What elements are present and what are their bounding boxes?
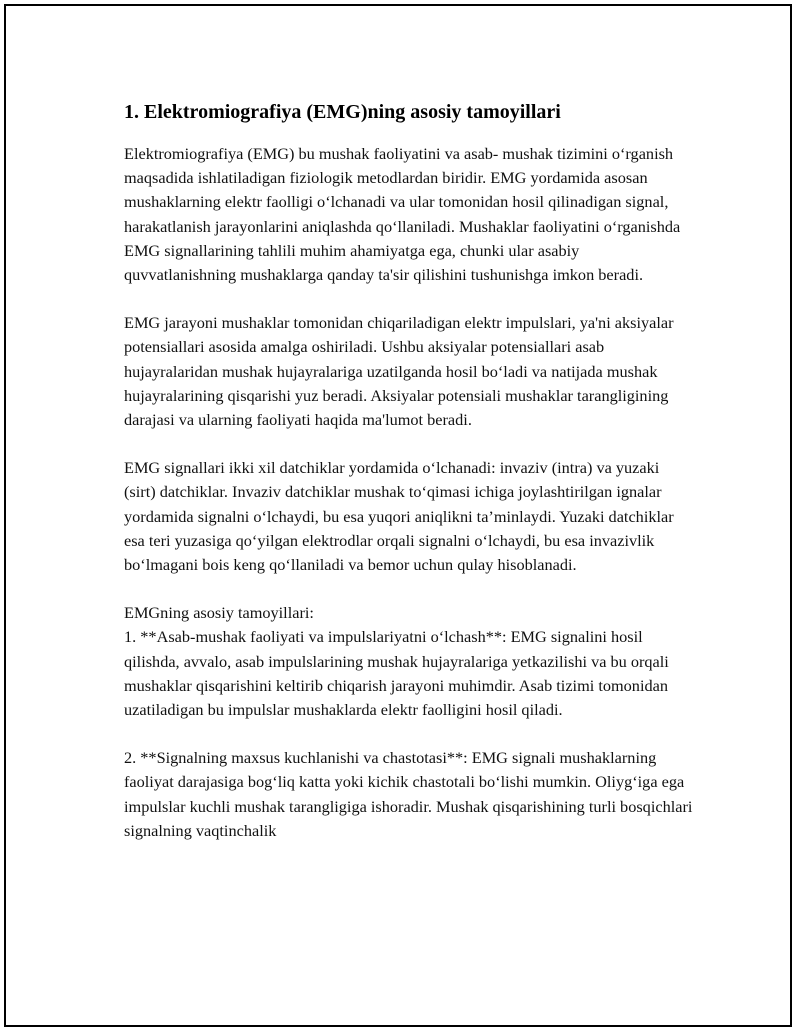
paragraph-intro: Elektromiografiya (EMG) bu mushak faoliyatini va asab- mushak tizimini o‘rganish maqsadida ishlatiladigan fiziologik metodlardan biridir. EMG yordamida asosan mushaklarning elektr faolligi o‘lchanadi va ular tomonidan hosil qilinadigan signal, harakatlanish jarayonlarini aniqlashda qo‘llaniladi. Mushaklar faoliyatini o‘rganishda EMG signallarining tahlili muhim ahamiyatga ega, chunki ular asabiy quvvatlanishning mushaklarga qanday ta'sir qilishini tushunishga imkon beradi. [124, 144, 681, 285]
principle-item-2: 2. **Signalning maxsus kuchlanishi va chastotasi**: EMG signali mushaklarning faoliyat darajasiga bog‘liq katta yoki kichik chastotali bo‘lishi mumkin. Oliyg‘iga ega impulslar kuchli mushak tarangligiga ishoradir. Mushak qisqarishining turli bosqichlari signalning vaqtinchalik [124, 748, 693, 840]
paragraph-sensors: EMG signallari ikki xil datchiklar yordamida o‘lchanadi: invaziv (intra) va yuzaki (sirt) datchiklar. Invaziv datchiklar mushak to‘qimasi ichiga joylashtirilgan ignalar yordamida signalni o‘lchaydi, bu esa yuqori aniqlikni ta’minlaydi. Yuzaki datchiklar esa teri yuzasiga qo‘yilgan elektrodlar orqali signalni o‘lchaydi, bu esa invazivlik bo‘lmagani bois keng qo‘llaniladi va bemor uchun qulay hisoblanadi. [124, 458, 674, 575]
principle-item-1: 1. **Asab-mushak faoliyati va impulslariyatni o‘lchash**: EMG signalini hosil qilishda, avvalo, asab impulslarining mushak hujayralariga yetkazilishi va bu orqali mushaklar qisqarishini keltirib chiqarish jarayoni muhimdir. Asab tizimi tomonidan uzatiladigan bu impulslar mushaklarda elektr faolligini hosil qiladi. [124, 627, 669, 720]
section-title: 1. Elektromiografiya (EMG)ning asosiy tamoyillari [124, 101, 561, 123]
principles-heading: EMGning asosiy tamoyillari: [124, 603, 314, 623]
paragraph-action-potentials: EMG jarayoni mushaklar tomonidan chiqariladigan elektr impulslari, ya'ni aksiyalar potensiallari asosida amalga oshiriladi. Ushbu aksiyalar potensiallari asab hujayralaridan mushak hujayralariga uzatilganda hosil bo‘ladi va natijada mushak hujayralarining qisqarishi yuz beradi. Aksiyalar potensiali mushaklar tarangligining darajasi va ularning faoliyati haqida ma'lumot beradi. [124, 313, 674, 430]
page-frame [4, 4, 792, 1027]
document-body [124, 98, 694, 867]
